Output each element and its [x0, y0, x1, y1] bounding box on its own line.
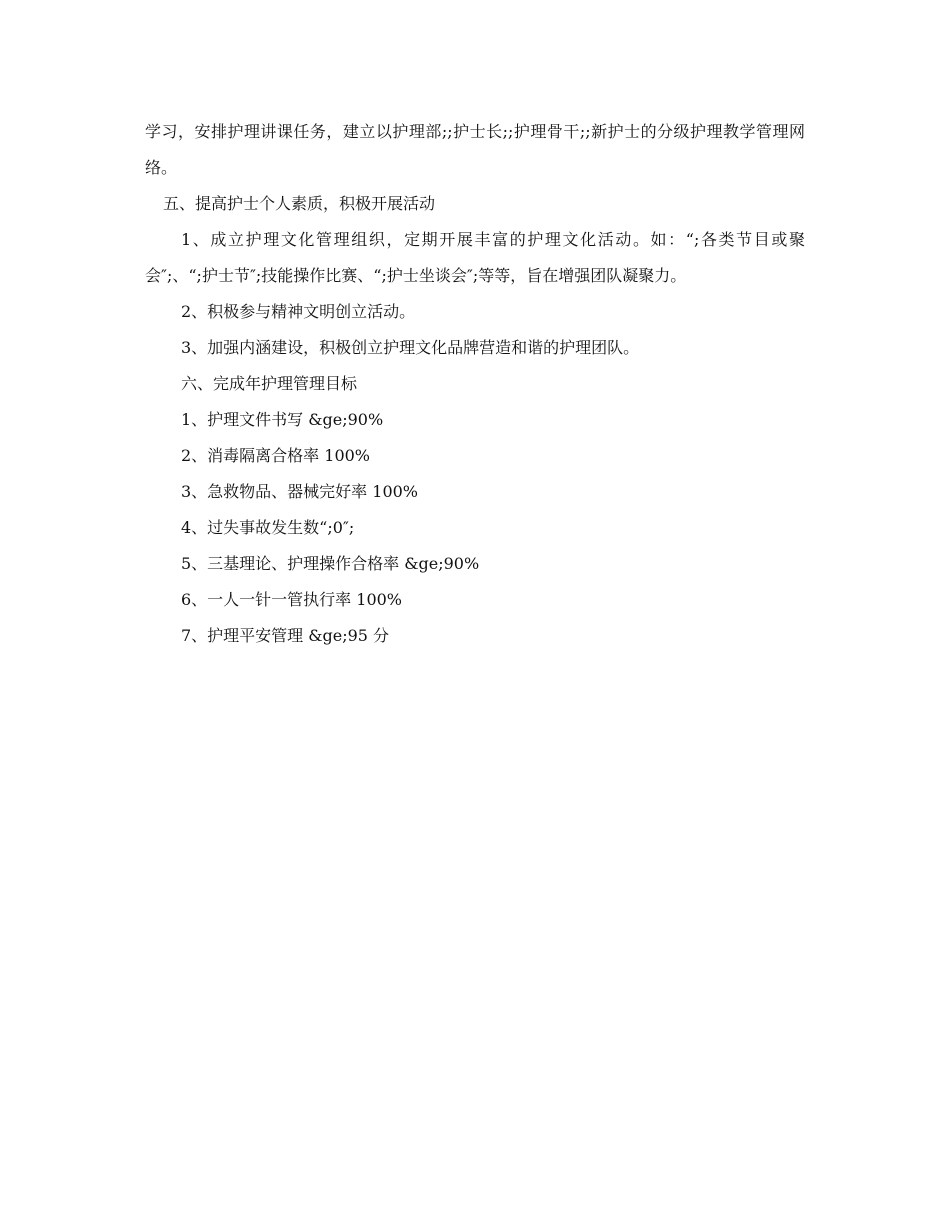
target-item: 2、消毒隔离合格率 100%	[181, 446, 371, 465]
document-body	[145, 114, 805, 654]
target-item: 1、护理文件书写 &ge;90%	[181, 410, 384, 429]
paragraph-civilization: 2、积极参与精神文明创立活动。	[181, 302, 416, 321]
section-heading-six: 六、完成年护理管理目标	[181, 374, 358, 393]
target-list	[145, 402, 805, 654]
section-heading-five: 五、提高护士个人素质，积极开展活动	[163, 194, 436, 213]
paragraph-culture-activities: 1、成立护理文化管理组织，定期开展丰富的护理文化活动。如：“;各类节目或聚会″;、“;护士节″;技能操作比赛、“;护士坐谈会″;等等，旨在增强团队凝聚力。	[145, 230, 805, 285]
target-item: 3、急救物品、器械完好率 100%	[181, 482, 419, 501]
target-item: 5、三基理论、护理操作合格率 &ge;90%	[181, 554, 480, 573]
target-item: 6、一人一针一管执行率 100%	[181, 590, 403, 609]
paragraph-connotation: 3、加强内涵建设，积极创立护理文化品牌营造和谐的护理团队。	[181, 338, 640, 357]
target-item: 4、过失事故发生数“;0″;	[181, 518, 355, 537]
paragraph-teaching-network: 学习，安排护理讲课任务，建立以护理部;;护士长;;护理骨干;;新护士的分级护理教学管理网络。	[145, 122, 805, 177]
target-item: 7、护理平安管理 &ge;95 分	[181, 626, 390, 645]
